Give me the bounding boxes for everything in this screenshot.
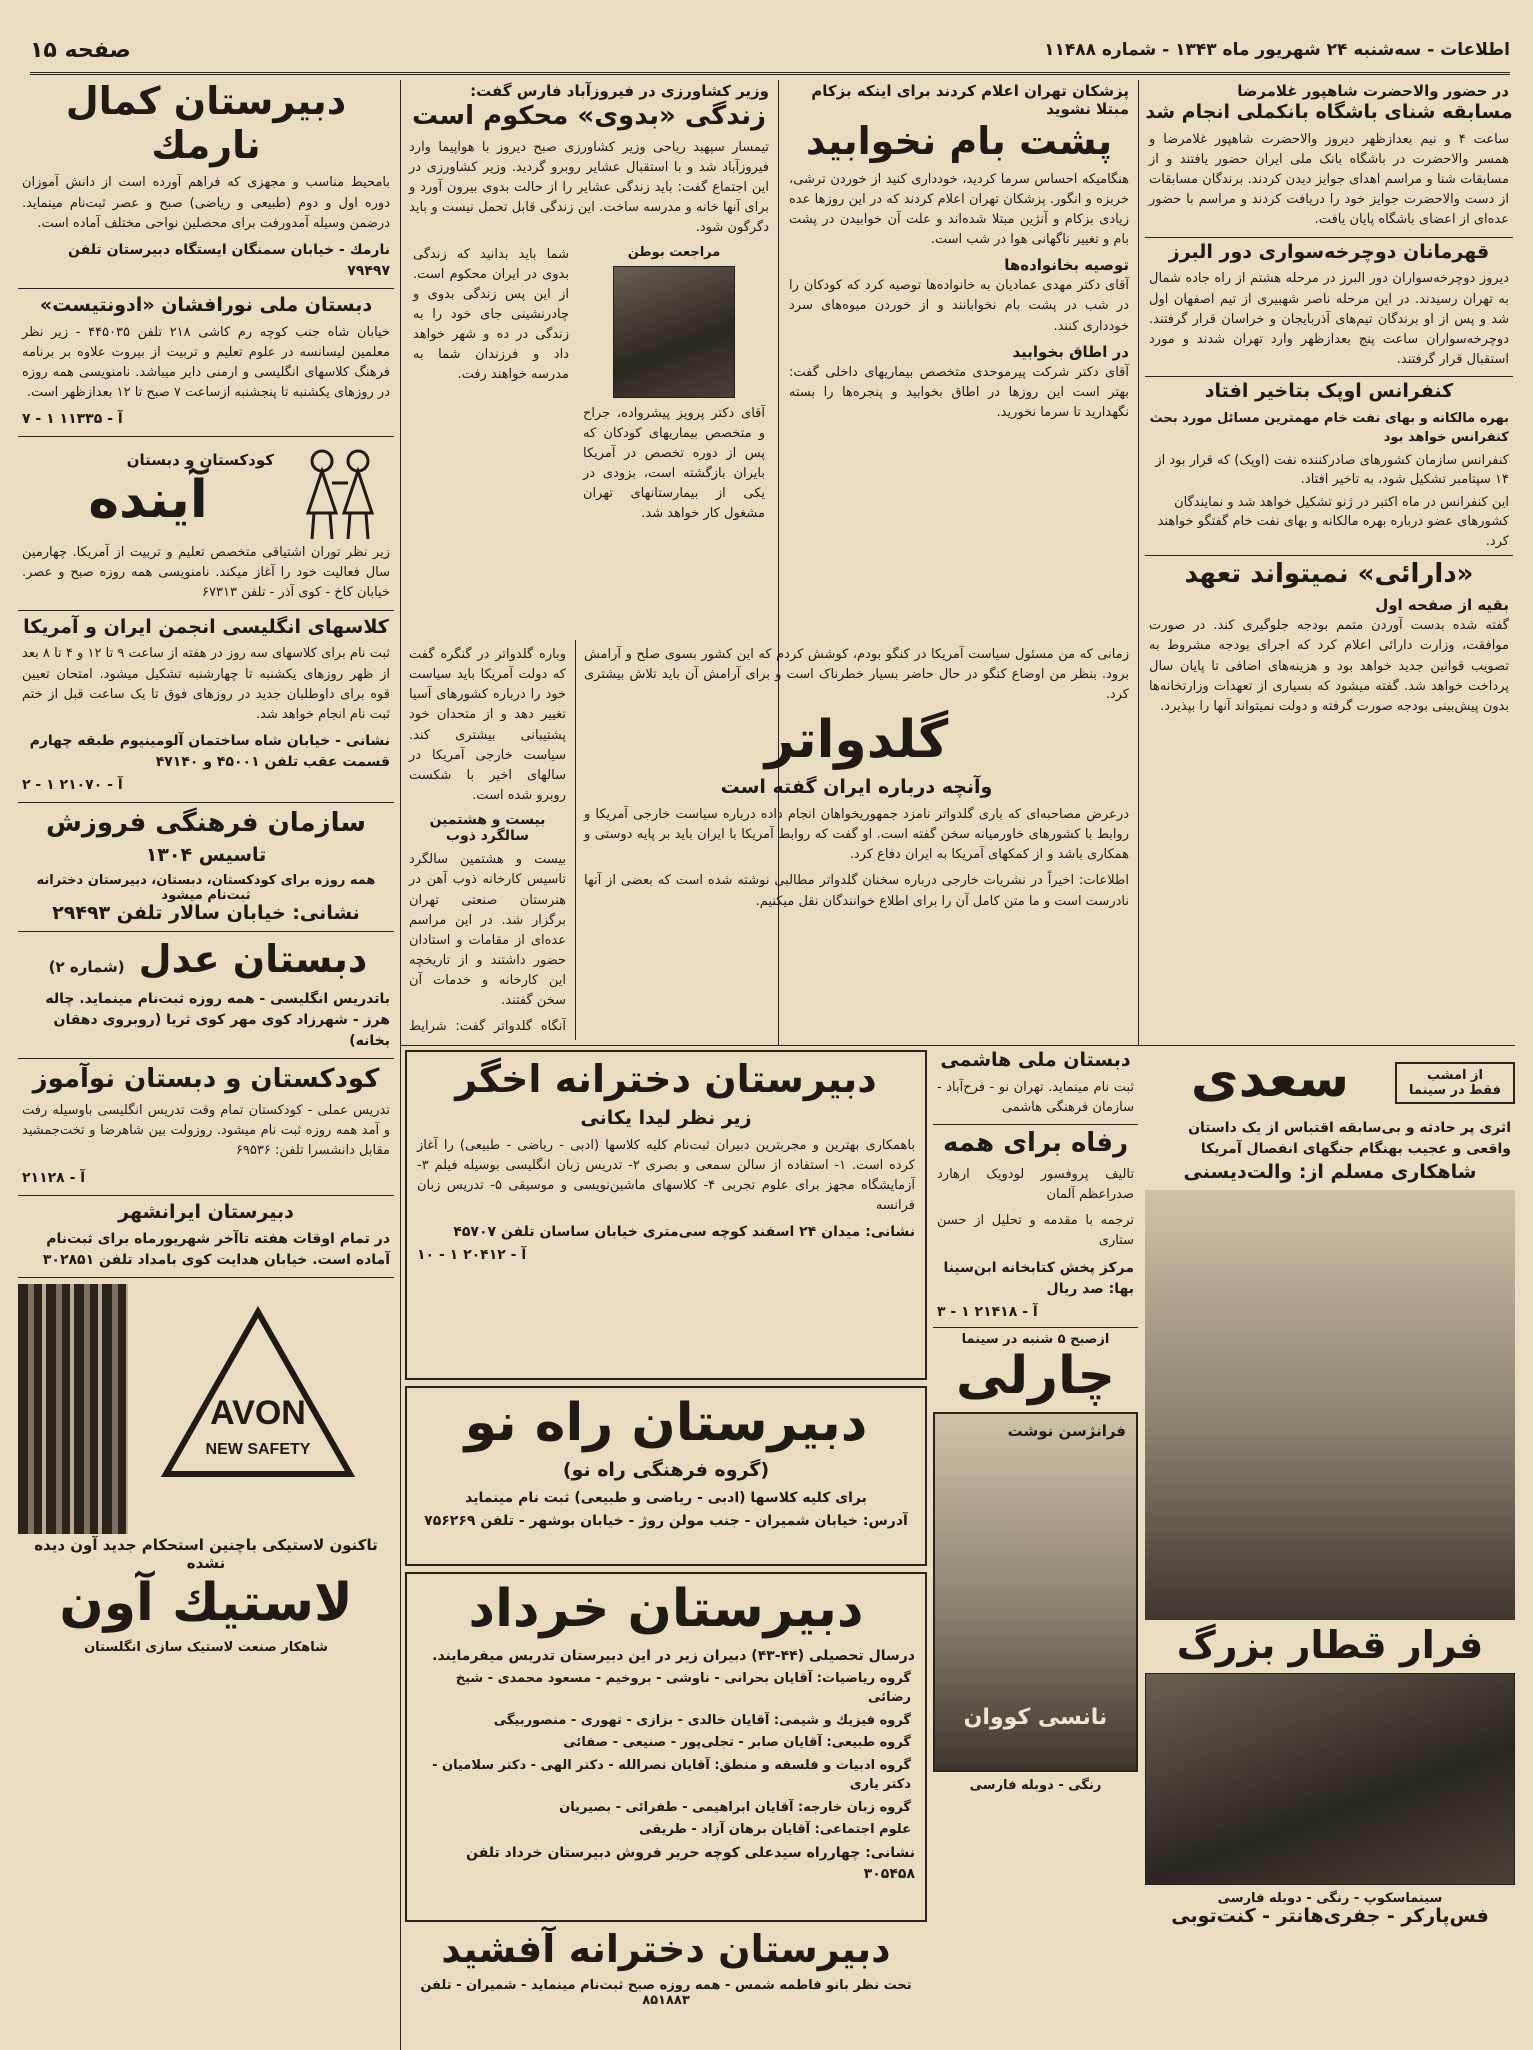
divider <box>18 1058 394 1059</box>
afshid-ad <box>405 1928 927 2008</box>
avon-logo-icon <box>158 1304 358 1484</box>
avon-slogan: تاکنون لاستیکی باچنین استحکام جدید آون دیده نشده <box>34 1536 378 1573</box>
ayandeh-body: زیر نظر توران اشتیاقی متخصص تعلیم و تربیت از آمریکا. چهارمین سال فعالیت خود را آغاز میکند. نامنویسی همه روزه صبح و عصر. خیابان کاخ - کوی آذر - تلفن ۶۷۳۱۳ <box>22 545 390 601</box>
goldwater-headline: گلدواتر <box>764 710 949 771</box>
teacher-group: گروه زبان خارجه: آقایان ابراهیمی - طفرائی - بصیریان <box>559 1799 911 1815</box>
english-address: نشانی - خیابان شاه ساختمان آلومینیوم طبقه چهارم قسمت عقب تلفن ۴۵۰۰۱ و ۴۷۱۴۰ <box>29 733 390 771</box>
swim-body: ساعت ۴ و نیم بعدازظهر دیروز والاحضرت شاهپور غلامرضا و همسر والاحضرت در باشگاه بانک ملی ایران حضور یافتند و از مسابقات شنا و مراسم اهدای جوایز دیدن کردند. برندگان مسابقات از دست والاحضرت جوایز خود را دریافت کردند و مراسم با حضور عده‌ای از اعضای باشگاه پایان یافت. <box>1149 131 1509 228</box>
agri-body2: شما باید بدانید که زندگی بدوی در ایران محکوم است. از این پس زندگی بدوی و چادرنشینی جای خود را به زندگی در ده و شهر خواهد داد و فرزندان شما به مدرسه خواهند رفت. <box>413 246 569 383</box>
train-film-image <box>1145 1673 1515 1885</box>
tire-image <box>18 1284 128 1534</box>
goldwater-body: درعرض مصاحبه‌ای که باری گلدواتر نامزد جمهوریخواهان انجام داده درباره سیاست خارجی آمریکا و روابط با کشورهای خاورمیانه سخن گفته است. او گفت که روابط آمریکا با ایران باید بر پایه دوستی و همکاری باشد و از کمکهای آمریکا به ایران دفاع کرد. <box>584 807 1129 863</box>
kamal-body: بامحیط مناسب و مجهزی که فراهم آورده است از دانش آموزان دوره اول و دوم (طبیعی و ریاضی) صبح و عصر ثبت‌نام مینماید. درضمن وسیله آمدورفت برای محصلین نواحی مختلف آماده است. <box>22 175 390 231</box>
goldwater-section <box>580 645 1133 1040</box>
charlie-poster-text: فرانژسن نوشت <box>1007 1422 1126 1441</box>
khordad-address: نشانی: چهارراه سیدعلی کوچه حریر فروش دبیرستان خرداد تلفن ۳۰۵۴۵۸ <box>466 1844 915 1882</box>
forouzesh-year: تاسیس ۱۳۰۴ <box>145 843 267 866</box>
issue-date-line: اطلاعات - سه‌شنبه ۲۴ شهریور ماه ۱۳۴۳ - شماره ۱۱۴۸۸ <box>1044 40 1510 60</box>
adl-body: باتدریس انگلیسی - همه روزه ثبت‌نام مینماید. چاله هرز - شهرزاد کوی مهر کوی ثریا (روبروی دهقان بخانه) <box>45 991 390 1050</box>
ayandeh-title: آینده <box>88 470 208 531</box>
section-rule <box>400 1045 1515 1046</box>
refah-author: تالیف پروفسور لودویک ارهارد صدراعظم آلمان <box>937 1167 1134 1203</box>
khordad-intro: درسال تحصیلی (۴۴-۴۳) دبیران زیر در این دبیرستان تدریس میفرمایند. <box>432 1647 915 1664</box>
afshid-body: تحت نظر بانو فاطمه شمس - همه روزه صبح ثبت‌نام مینماید - شمیران - تلفن ۸۵۱۸۸۳ <box>420 1977 912 2008</box>
return-box <box>409 245 769 531</box>
english-code: آ - ۲۱۰۷۰ ۱ - ۲ <box>22 777 123 794</box>
finance-headline: «دارائی» نمیتواند تعهد <box>1184 559 1474 590</box>
agri-body: تیمسار سپهبد ریاحی وزیر کشاورزی صبح دیروز با هواپیما وارد فیروزآباد شد و با استقبال عشایر روبرو گردید. وزیر کشاورزی در این اجتماع گفت: باید زندگی عشایر را از حالت بدوی بیرون آورد و برای آنها خانه و مدرسه ساخت. این زندگی قابل تحمل نیست و باید دگرگون شود. <box>409 139 769 236</box>
return-text: آقای دکتر پرویز پیشرواده، جراح و متخصص بیماریهای کودکان که پس از دوره تخصص در آمریکا بایران بازگشته است، بزودی در یکی از بیمارستانهای تهران مشغول کار خواهد شد. <box>583 405 765 522</box>
rooftop-headline: پشت بام نخوابید <box>805 119 1113 163</box>
charlie-poster <box>933 1412 1138 1772</box>
agri-headline: زندگی «بدوی» محکوم است <box>411 101 766 131</box>
page-number: صفحه ۱۵ <box>30 37 131 63</box>
akhgar-title: دبیرستان دخترانه اخگر <box>455 1057 877 1101</box>
train-cast: فس‌پارکر - جفری‌هانتر - کنت‌توبی <box>1171 1905 1489 1928</box>
divider <box>1145 237 1513 238</box>
cycling-headline: قهرمانان دوچرخه‌سواری دور البرز <box>1168 240 1490 263</box>
rooftop-body: هنگامیکه احساس سرما کردید، خودداری کنید از خوردن ترشی، خربزه و انگور. پزشکان تهران اعلام کردند که در این روزها عده زیادی بزکام و آنژین مبتلا شده‌اند و علت آن خوابیدن در پشت بام و تغییر ناگهانی هوا در شب است. <box>789 171 1129 248</box>
khordad-title: دبیرستان خرداد <box>468 1579 864 1639</box>
anniversary-headline: بیست و هشتمین سالگرد ذوب <box>429 812 546 845</box>
refah-code: آ - ۲۱۴۱۸ ۱ - ۳ <box>937 1303 1038 1320</box>
ads-column-left <box>18 80 394 2040</box>
rahno-address: آدرس: خیابان شمیران - جنب مولن روژ - خیابان بوشهر - تلفن ۷۵۶۲۶۹ <box>424 1512 908 1529</box>
teacher-group: علوم اجتماعی: آقایان برهان آزاد - طریقی <box>639 1822 911 1838</box>
ads-column-center <box>933 1050 1138 2040</box>
swim-kicker: در حضور والاحضرت شاهپور غلامرضا <box>1237 82 1509 100</box>
akhgar-sub: زیر نظر لیدا یکانی <box>580 1106 752 1129</box>
avon-title: لاستیك آون <box>59 1573 353 1634</box>
rooftop-body3: آقای دکتر شرکت پیرموحدی متخصص بیماریهای داخلی گفت: بهتر است این روزها در اطاق بخوابید و پنجره‌ها را بسته نگهدارید تا سرما نخورید. <box>789 364 1129 420</box>
iranshahr-title: دبیرستان ایرانشهر <box>118 1200 294 1223</box>
anniversary-body: بیست و هشتمین سالگرد تاسیس کارخانه ذوب آهن در هنرستان صنعتی تهران برگزار شد. در این مراسم عده‌ای از مقامات و استادان حضور داشتند و از تاریخچه این کارخانه و خدمات آن سخن گفتند. <box>409 852 566 1009</box>
saadi-film-image <box>1145 1190 1515 1620</box>
charlie-title: چارلی <box>955 1345 1116 1406</box>
akhgar-body: باهمکاری بهترین و مجربترین دبیران ثبت‌نام کلیه کلاسها (ادبی - ریاضی - طبیعی) را آغاز کرده است. ۱- استفاده از سالن سمعی و بصری ۲- تدریس زبان انگلیسی بوسیله فیلم ۳- آزمایشگاه مجهز برای علوم تجربی ۴- کلاسهای ماشین‌نویسی و موسیقی ۵- تدریس زبان فرانسه <box>417 1137 915 1213</box>
opec-item: این کنفرانس در ماه اکتبر در ژنو تشکیل خواهد شد و نمایندگان کشورهای عضو درباره بهره مالکانه و بهای نفت خام گفتگو خواهند کرد. <box>1157 494 1509 549</box>
avon-maker: شاهکار صنعت لاستیک سازی انگلستان <box>84 1640 328 1656</box>
khordad-groups <box>417 1669 915 1840</box>
rooftop-sub1: توصیه بخانواده‌ها <box>1004 256 1129 275</box>
nooamooz-body: تدریس عملی - کودکستان تمام وقت تدریس انگلیسی باوسیله رفت و آمد همه روزه ثبت نام میشود. روزولت بین شاهرضا و تخت‌جمشید مقابل دانشسرا تلفن: ۶۹۵۳۶ <box>22 1103 390 1159</box>
news-column-right <box>1145 80 1513 1040</box>
khordad-ad <box>405 1572 927 1922</box>
hashemi-body: ثبت نام مینماید. تهران نو - فرح‌آباد - سازمان فرهنگی هاشمی <box>937 1079 1134 1115</box>
charlie-star: نانسی کووان <box>963 1705 1108 1731</box>
saadi-credit: شاهکاری مسلم از: والت‌دیسنی <box>1183 1160 1477 1183</box>
divider <box>1145 376 1513 377</box>
ayandeh-ad <box>18 443 394 543</box>
train-format: سینماسکوپ - رنگی - دوبله فارسی <box>1217 1891 1443 1907</box>
goldwater-top: زمانی که من مسئول سیاست آمریکا در کنگو بودم، کوشش کردم که این کشور بسوی صلح و آرامش برود. بنظر من اوضاع کنگو در حال حاضر بسیار خطرناک است و برای آرامش آن باید تلاش بیشتری کرد. <box>584 647 1129 703</box>
opec-list <box>1149 409 1509 552</box>
kamal-title: دبیرستان کمال نارمك <box>65 80 347 167</box>
afshid-title: دبیرستان دخترانه آفشید <box>441 1927 891 1971</box>
nooamooz-title: کودکستان و دبستان نوآموز <box>32 1064 380 1095</box>
goldwater-body2: اطلاعات: اخیراً در نشریات خارجی درباره سخنان گلدواتر مطالبی نوشته شده است که بعضی از آنها نادرست است و ما متن کامل آن را برای اطلاع خوانندگان نقل میکنیم. <box>584 873 1129 909</box>
ayandeh-kicker: کودکستان و دبستان <box>126 451 274 470</box>
divider <box>18 610 394 611</box>
adventist-title: دبستان ملی نورافشان «ادونتیست» <box>39 293 373 316</box>
rahno-body: برای کلیه کلاسها (ادبی - ریاضی و طبیعی) ثبت نام مینماید <box>465 1489 867 1506</box>
akhgar-code: آ - ۲۰۴۱۲ ۱ - ۱۰ <box>417 1247 527 1264</box>
news-column-center-right <box>785 80 1133 640</box>
column-rule <box>575 640 576 1040</box>
akhgar-ad <box>405 1050 927 1380</box>
teacher-group: گروه طبیعی: آقایان صابر - تجلی‌پور - صنیعی - صفائی <box>563 1735 911 1751</box>
goldwater-continued-text: وباره گلدواتر در گنگره گفت که دولت آمریکا باید سیاست خود را درباره کشورهای آسیا تغییر دهد و از متحدان خود پشتیبانی بیشتری کند. سیاست خارجی آمریکا در سالهای اخیر با شکست روبرو شده است. <box>409 647 566 803</box>
column-rule <box>400 80 401 2050</box>
rahno-sub: (گروه فرهنگی راه نو) <box>562 1458 770 1481</box>
avon-tag-text: NEW SAFETY <box>205 1441 311 1459</box>
portrait-photo <box>613 266 735 398</box>
finance-sub: بقیه از صفحه اول <box>1375 596 1509 615</box>
teacher-group: گروه ریاضیات: آقایان بحرانی - ناوشی - بروخیم - مسعود محمدی - شیخ رضائی <box>455 1670 911 1706</box>
goldwater-continued-text2: آنگاه گلدواتر گفت: شرایط <box>409 1019 566 1035</box>
divider <box>933 1124 1138 1125</box>
iranshahr-body: در تمام اوقات هفته تاآخر شهریورماه برای ثبت‌نام آماده است. خیابان هدایت کوی بامداد تلفن ۳۰۲۸۵۱ <box>42 1231 390 1269</box>
adl-number: (شماره ۲) <box>48 957 125 976</box>
adl-title: دبستان عدل <box>138 936 368 981</box>
saadi-title: سعدی <box>1190 1050 1350 1109</box>
charlie-note: ازصبح ۵ شنبه در سینما <box>961 1331 1110 1347</box>
goldwater-continued <box>405 645 570 1040</box>
charlie-cast: رنگی - دوبله فارسی <box>969 1778 1102 1794</box>
avon-brand-text: AVON <box>210 1394 306 1433</box>
forouzesh-body: همه روزه برای کودکستان، دبستان، دبیرستان دخترانه ثبت‌نام میشود <box>36 872 376 903</box>
divider <box>1145 555 1513 556</box>
divider <box>933 1327 1138 1328</box>
column-rule <box>1138 80 1139 1045</box>
teacher-group: گروه فیزیك و شیمی: آقایان خالدی - بزازی - تهوری - منصوربیگی <box>493 1712 911 1728</box>
ads-column-right <box>1145 1050 1515 2040</box>
opec-item: بهره مالکانه و بهای نفت خام مهمترین مسائل مورد بحث کنفرانس خواهد بود <box>1149 410 1509 446</box>
opec-item: کنفرانس سازمان کشورهای صادرکننده نفت (اوپک) که قرار بود از ۱۴ سپتامبر تشکیل شود، به تاخیر افتاد. <box>1155 452 1509 488</box>
refah-translator: ترجمه با مقدمه و تحلیل از حسن ستاری <box>937 1213 1134 1249</box>
nooamooz-code: آ - ۲۱۱۲۸ <box>22 1169 86 1186</box>
saadi-body: اثری پر حادثه و بی‌سابقه اقتباس از یک داستان واقعی و عجیب بهنگام جنگهای انفصال آمریکا <box>1188 1119 1511 1157</box>
forouzesh-address: نشانی: خیابان سالار تلفن ۲۹۴۹۳ <box>52 901 360 924</box>
page-header <box>30 28 1510 75</box>
saadi-notice <box>1395 1062 1515 1104</box>
saadi-note2: فقط در سینما <box>1409 1082 1501 1098</box>
rahno-ad <box>405 1386 927 1566</box>
ads-column-middle <box>405 1050 927 2040</box>
rooftop-kicker: پزشکان تهران اعلام کردند برای اینکه بزکام مبتلا نشوید <box>811 82 1129 118</box>
train-title: فرار قطار بزرگ <box>1176 1622 1484 1667</box>
hashemi-title: دبستان ملی هاشمی <box>940 1050 1131 1071</box>
opec-headline: کنفرانس اوپک بتاخیر افتاد <box>1204 380 1454 403</box>
divider <box>18 931 394 932</box>
english-body: ثبت نام برای کلاسهای سه روز در هفته از ساعت ۹ تا ۱۲ و ۴ تا ۸ بعد از ظهر روزهای یکشنبه تا چهارشنبه تشکیل میشود. امتحان تعیین قوه برای داوطلبان جدید در روزهای فوق تا یک ساعت قبل از ختم ثبت نام انجام خواهد شد. <box>22 646 391 722</box>
akhgar-address: نشانی: میدان ۲۴ اسفند کوچه سی‌متری خیابان ساسان تلفن ۴۵۷۰۷ <box>453 1224 915 1241</box>
english-title: کلاسهای انگلیسی انجمن ایران و آمریکا <box>23 615 389 638</box>
refah-distribution: مرکز پخش کتابخانه ابن‌سینا بها: صد ریال <box>943 1259 1134 1297</box>
rooftop-sub2: در اطاق بخوابید <box>1012 342 1129 361</box>
rooftop-body2: آقای دکتر مهدی عمادیان به خانواده‌ها توصیه کرد که کودکان را در شب در پشت بام نخوابانند و از خوردن میوه‌های سرد خودداری کنند. <box>789 278 1129 334</box>
children-icon <box>284 443 394 543</box>
adventist-body: خیابان شاه جنب کوچه رم کاشی ۲۱۸ تلفن ۴۴۵۰۳۵ - زیر نظر معلمین لیسانسه در علوم تعلیم و تربیت از بیروت علاوه بر برنامه فرهنگ کلاسهای انگلیسی و ارمنی دایر میباشد. نامنویسی همه روزه در روزهای یکشنبه تا پنجشنبه ازساعت ۷ صبح تا ۱۲ بعدازظهر است. <box>22 324 390 401</box>
kamal-address: نارمك - خیابان سمنگان ایستگاه دبیرستان تلفن ۷۹۴۹۷ <box>68 241 390 279</box>
adventist-code: آ - ۱۱۳۳۵ ۱ - ۷ <box>22 411 123 428</box>
divider <box>18 802 394 803</box>
cycling-body: دیروز دوچرخه‌سواران دور البرز در مرحله هشتم از راه جاده شمال به تهران رسیدند. در این مرحله ناصر شهبیری از تیم اصفهان اول شد و پس از او برندگان تیم‌های آذربایجان و خراسان قرار گرفتند. دوچرخه‌سواران ساعت پنج بعدازظهر وارد تهران شدند و مورد استقبال قرار گرفتند. <box>1149 271 1509 367</box>
swim-headline: مسابقه شنای باشگاه بانکملی انجام شد <box>1145 101 1513 123</box>
forouzesh-title: سازمان فرهنگی فروزش <box>46 808 366 839</box>
finance-body: گفته شده بدست آوردن متمم بودجه جلوگیری کند. در صورت موافقت، وزارت دارائی اعلام کرد که اجرای بودجه مشروط به تصویب قوانین جدید خواهد بود و هزینه‌های اضافی تا پایان سال پرداخت خواهد شد. گفته میشود که بسیاری از تعهدات وزارتخانه‌ها بدون پیش‌بینی بودجه صورت گرفته و دولت نمیتواند آنها را بپذیرد. <box>1149 618 1509 714</box>
goldwater-sub: وآنچه درباره ایران گفته است <box>720 776 993 799</box>
teacher-group: گروه ادبیات و فلسفه و منطق: آقایان نصرالله - دکتر الهی - دکتر سلامیان - دکتر یاری <box>432 1757 911 1793</box>
news-column-center-left <box>405 80 773 640</box>
divider <box>18 288 394 289</box>
agri-kicker: وزیر کشاورزی در فیروزآباد فارس گفت: <box>470 82 769 100</box>
return-caption: مراجعت بوطن <box>627 244 721 260</box>
divider <box>18 1277 394 1278</box>
refah-title: رفاه برای همه <box>942 1128 1129 1159</box>
avon-ad <box>18 1284 394 1534</box>
divider <box>18 1195 394 1196</box>
saadi-note1: از امشب <box>1427 1067 1483 1083</box>
rahno-title: دبیرستان راه نو <box>464 1393 868 1453</box>
divider <box>18 436 394 437</box>
